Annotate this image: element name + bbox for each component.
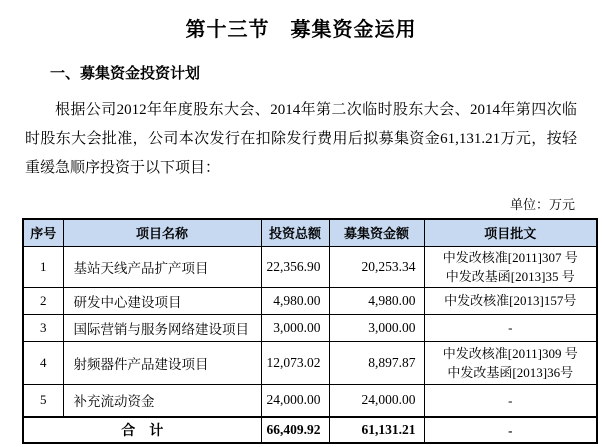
investment-total-cell: 4,980.00 <box>261 287 329 314</box>
table-body <box>23 246 597 417</box>
project-name-cell: 基站天线产品扩产项目 <box>63 246 261 287</box>
header-cell-name: 项目名称 <box>63 219 261 246</box>
raised-amount-cell: 8,897.87 <box>329 341 424 384</box>
header-cell-no: 序号 <box>23 219 63 246</box>
total-raised-value: 61,131.21 <box>329 417 424 443</box>
investment-total-cell: 22,356.90 <box>261 246 329 287</box>
unit-label: 单位：万元 <box>509 197 575 212</box>
fund-usage-table <box>22 218 598 444</box>
project-name-cell: 研发中心建设项目 <box>63 287 261 314</box>
project-name-cell: 国际营销与服务网络建设项目 <box>63 314 261 341</box>
raised-amount-cell: 24,000.00 <box>329 384 424 417</box>
table-row <box>23 341 597 384</box>
project-name-cell: 射频器件产品建设项目 <box>63 341 261 384</box>
raised-amount-cell: 3,000.00 <box>329 314 424 341</box>
table-row <box>23 246 597 287</box>
row-number-cell: 1 <box>23 246 63 287</box>
header-cell-approval: 项目批文 <box>424 219 597 246</box>
section-heading: 一、募集资金投资计划 <box>50 65 201 82</box>
approval-cell: - <box>424 314 597 341</box>
table-row <box>23 314 597 341</box>
approval-cell: 中发改核准[2013]157号 <box>424 287 597 314</box>
row-number-cell: 3 <box>23 314 63 341</box>
header-cell-total: 投资总额 <box>261 219 329 246</box>
approval-cell: 中发改核准[2011]309 号 中发改基函[2013]36号 <box>424 341 597 384</box>
header-cell-raised: 募集资金额 <box>329 219 424 246</box>
investment-total-cell: 12,073.02 <box>261 341 329 384</box>
total-approval-cell: - <box>424 417 597 443</box>
page-title: 第十三节 募集资金运用 <box>185 19 417 41</box>
table-row <box>23 384 597 417</box>
total-row <box>23 417 597 443</box>
table-row <box>23 287 597 314</box>
total-label: 合 计 <box>23 417 261 443</box>
raised-amount-cell: 20,253.34 <box>329 246 424 287</box>
approval-cell: 中发改核准[2011]307 号 中发改基函[2013]35 号 <box>424 246 597 287</box>
project-name-cell: 补充流动资金 <box>63 384 261 417</box>
investment-total-cell: 3,000.00 <box>261 314 329 341</box>
row-number-cell: 4 <box>23 341 63 384</box>
total-investment-value: 66,409.92 <box>261 417 329 443</box>
table-header <box>23 219 597 246</box>
raised-amount-cell: 4,980.00 <box>329 287 424 314</box>
investment-total-cell: 24,000.00 <box>261 384 329 417</box>
body-paragraph: 根据公司2012年年度股东大会、2014年第二次临时股东大会、2014年第四次临时股东大会批准，公司本次发行在扣除发行费用后拟募集资金61,131.21万元，按轻重缓急顺序投资于以下项目： <box>25 102 577 176</box>
row-number-cell: 2 <box>23 287 63 314</box>
approval-cell: - <box>424 384 597 417</box>
row-number-cell: 5 <box>23 384 63 417</box>
